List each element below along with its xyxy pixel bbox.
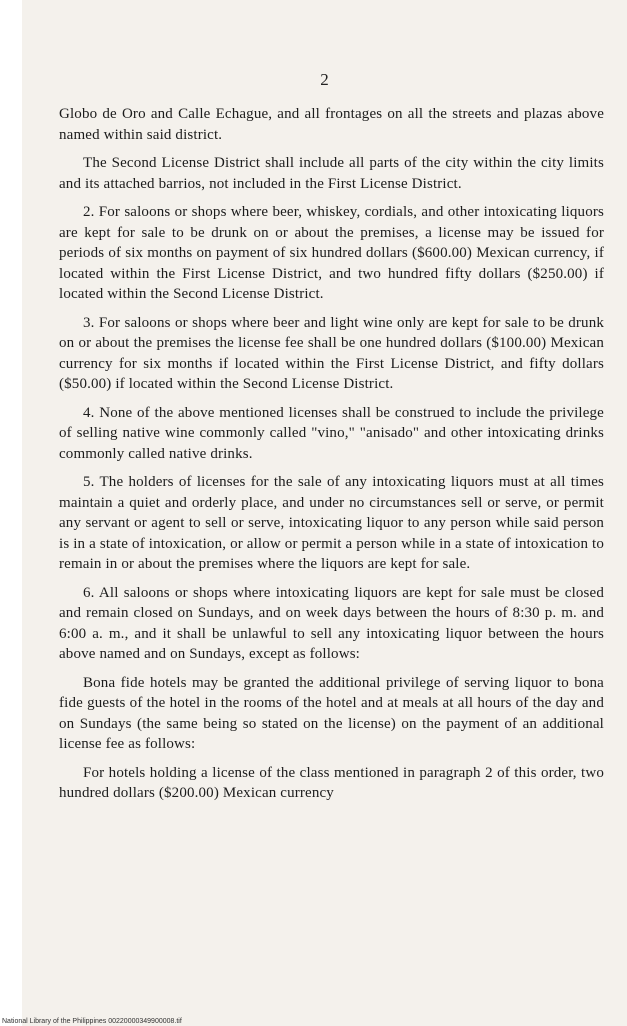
paragraph-section-4: 4. None of the above mentioned licenses shall be construed to include the privilege of selling native wine commonly called "vino," "anisado" and other intoxicating drinks commonly called native drinks. xyxy=(59,404,604,462)
page-number: 2 xyxy=(320,70,329,89)
body-text xyxy=(59,104,604,812)
paragraph-hotel-fees: For hotels holding a license of the class mentioned in paragraph 2 of this order, two hundred dollars ($200.00) Mexican currency xyxy=(59,764,604,801)
paragraph-hotels-privilege: Bona fide hotels may be granted the additional privilege of serving liquor to bona fide guests of the hotel in the rooms of the hotel and at meals at all hours of the day and on Sundays (the same being so stated on the license) on the payment of an additional license fee as follows: xyxy=(59,674,604,752)
paragraph-section-3: 3. For saloons or shops where beer and light wine only are kept for sale to be drunk on or about the premises the license fee shall be one hundred dollars ($100.00) Mexican currency for six months if located within the First License District, and fifty dollars ($50.00) if located within the Second License District. xyxy=(59,314,604,392)
paragraph-district-continuation: Globo de Oro and Calle Echague, and all frontages on all the streets and plazas above named within said district. xyxy=(59,106,604,143)
paragraph-section-5: 5. The holders of licenses for the sale of any intoxicating liquors must at all times maintain a quiet and orderly place, and under no circumstances sell or serve, or permit any servant or agent to sell or serve, intoxicating liquor to any person while said person is in a state of intoxication, or allow or permit a person while in a state of intoxication to remain in or about the premises where the liquors are kept for sale. xyxy=(59,474,604,572)
scan-footer-label: National Library of the Philippines 00220000349900008.tif xyxy=(2,1018,182,1025)
document-page xyxy=(22,0,627,1026)
paragraph-section-2: 2. For saloons or shops where beer, whiskey, cordials, and other intoxicating liquors are kept for sale to be drunk on or about the premises, a license may be issued for periods of six months on payment of six hundred dollars ($600.00) Mexican currency, if located within the First License District, and two hundred fifty dollars ($250.00) if located within the Second License District. xyxy=(59,204,604,302)
paragraph-section-6: 6. All saloons or shops where intoxicating liquors are kept for sale must be closed and remain closed on Sundays, and on week days between the hours of 8:30 p. m. and 6:00 a. m., and it shall be unlawful to sell any intoxicating liquor between the hours above named and on Sundays, except as follows: xyxy=(59,584,604,662)
paragraph-second-license-district: The Second License District shall include all parts of the city within the city limits and its attached barrios, not included in the First License District. xyxy=(59,155,604,192)
